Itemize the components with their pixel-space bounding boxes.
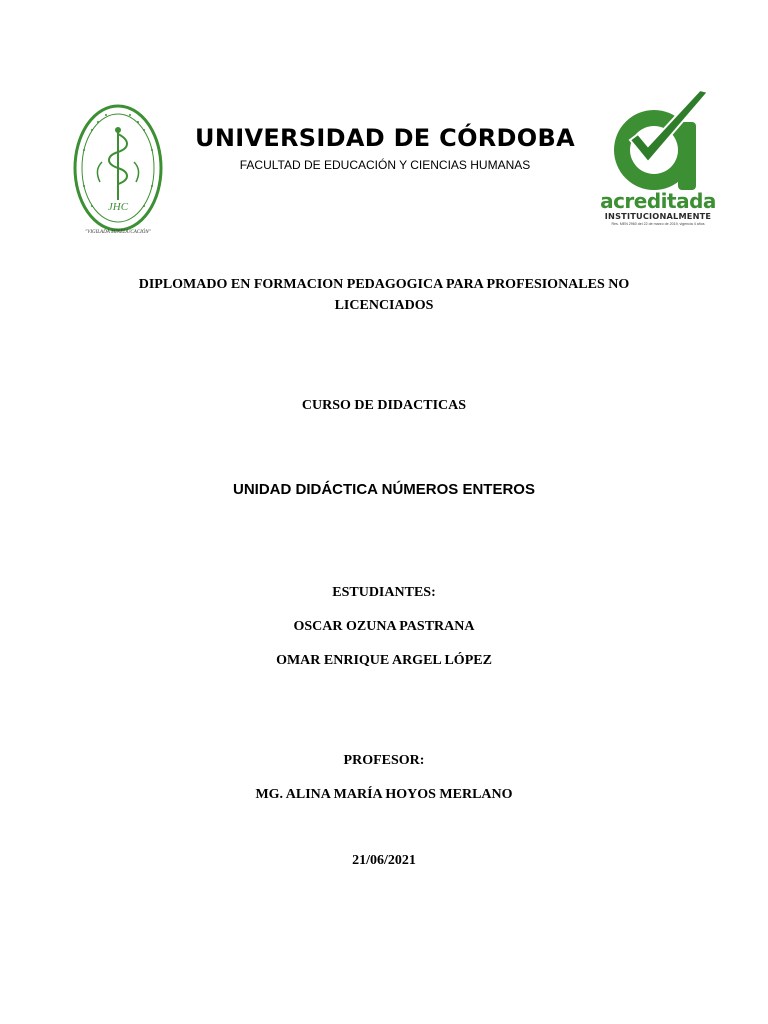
program-title-line2: LICENCIADOS xyxy=(334,298,434,313)
svg-text:JHC: JHC xyxy=(107,201,129,213)
professor-name: MG. ALINA MARÍA HOYOS MERLANO xyxy=(255,787,513,802)
accreditation-subtitle: INSTITUCIONALMENTE xyxy=(604,211,712,221)
university-name: UNIVERSIDAD DE CÓRDOBA xyxy=(195,124,575,152)
seal-motto: "VIGILADA MINEDUCACIÓN" xyxy=(85,230,151,235)
course-title: CURSO DE DIDACTICAS xyxy=(301,398,467,413)
professor-label: PROFESOR: xyxy=(343,753,425,768)
document-date: 21/06/2021 xyxy=(352,853,416,868)
program-title-line1: DIPLOMADO EN FORMACION PEDAGOGICA PARA PROFESIONALES NO xyxy=(138,277,630,292)
student-name: OSCAR OZUNA PASTRANA xyxy=(293,619,475,634)
students-label: ESTUDIANTES: xyxy=(332,585,436,600)
student-name: OMAR ENRIQUE ARGEL LÓPEZ xyxy=(276,653,492,668)
accreditation-word: acreditada xyxy=(600,189,716,213)
accreditation-resolution: Res. MEN 2960 del 22 de marzo de 2019, vigencia 4 años xyxy=(611,222,705,226)
university-seal-icon xyxy=(72,100,164,242)
faculty-name: FACULTAD DE EDUCACIÓN Y CIENCIAS HUMANAS xyxy=(239,158,531,172)
unit-title: UNIDAD DIDÁCTICA NÚMEROS ENTEROS xyxy=(233,481,535,498)
accreditation-check-icon xyxy=(600,88,716,200)
